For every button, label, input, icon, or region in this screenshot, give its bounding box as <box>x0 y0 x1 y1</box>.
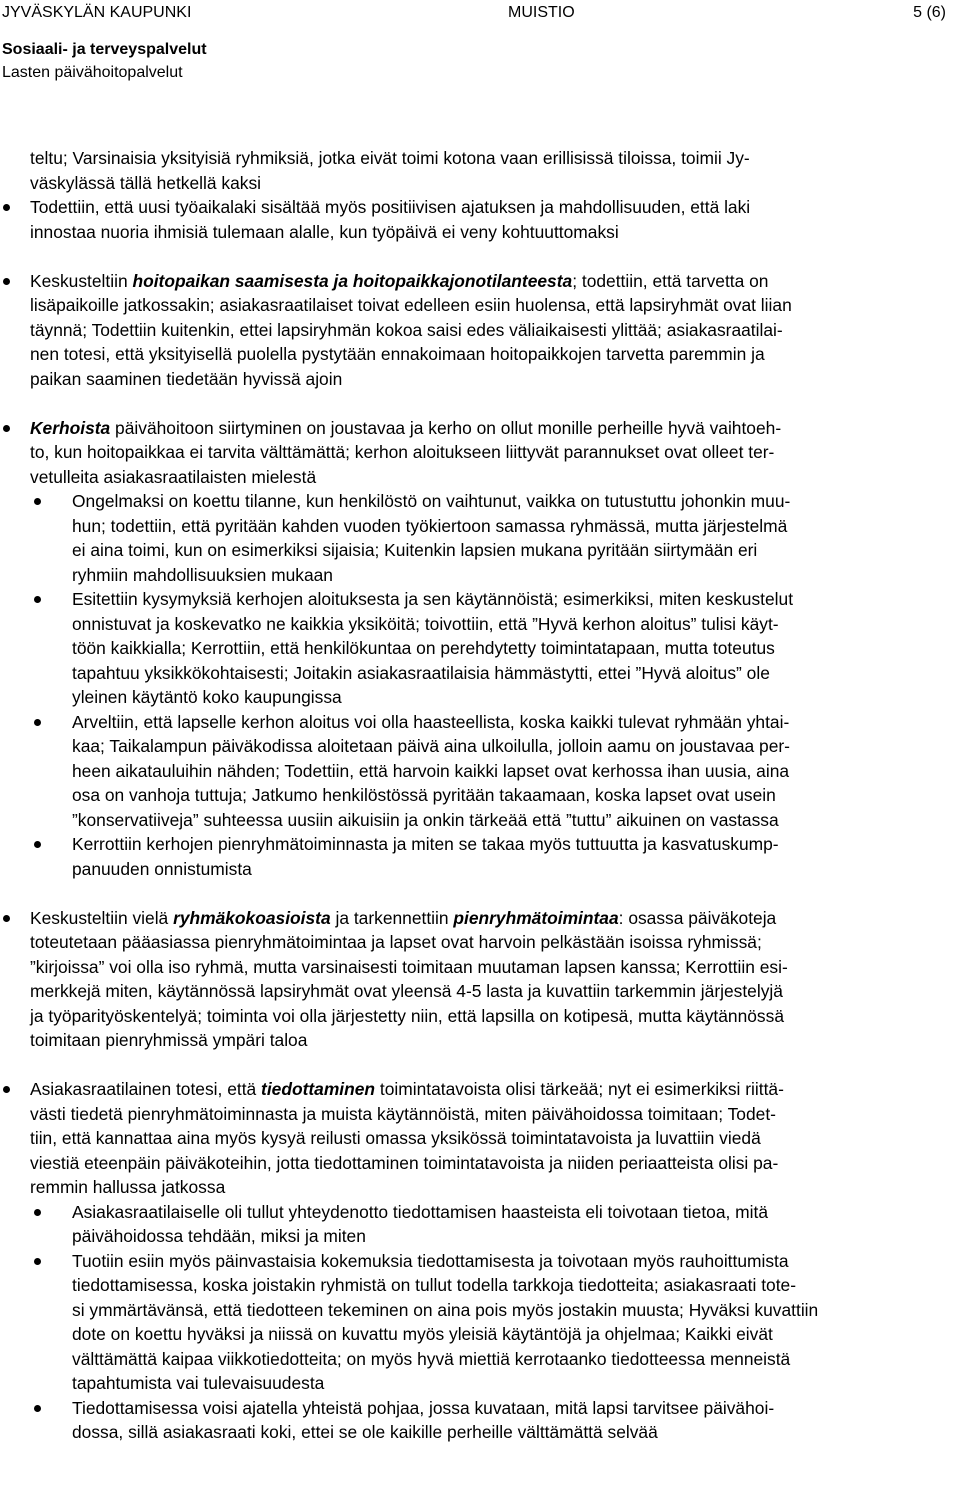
text-line: töön kaikkialla; Kerrottiin, että henkilökuntaa on perehdytetty toimintatapaan, mutta toteutus <box>72 638 775 658</box>
text-line: väskylässä tällä hetkellä kaksi <box>30 172 262 193</box>
text-line: ryhmiin mahdollisuuksien mukaan <box>72 564 333 585</box>
text-line: Todettiin, että uusi työaikalaki sisältää myös positiivisen ajatuksen ja mahdollisuuden, että laki <box>30 197 751 217</box>
emphasis-text: tiedottaminen <box>261 1079 376 1099</box>
text-line: kaa; Taikalampun päiväkodissa aloitetaan päivä aina ulkoilulla, jolloin aamu on joustavaa per- <box>72 736 790 756</box>
bullet-icon <box>3 278 10 285</box>
organization-name: JYVÄSKYLÄN KAUPUNKI <box>2 4 192 21</box>
text-line <box>30 1077 952 1102</box>
bullet-icon <box>34 1209 41 1216</box>
text-line: tiin, että kannattaa aina myös kysyä reilusti omassa yksikössä toimintatavoista ja luvattiin viedä <box>30 1128 761 1148</box>
text-line: viestiä eteenpäin päiväkoteihin, jotta tiedottaminen toimintatavoista ja niiden periaatteista olisi pa- <box>30 1152 779 1173</box>
text-line: paikan saaminen tiedetään hyvissä ajoin <box>30 368 343 389</box>
text-line: lisäpaikoille jatkossakin; asiakasraatilaiset toivat edelleen esiin huolensa, että lapsiryhmät ovat liian <box>30 295 792 315</box>
paragraph-continuation <box>0 146 960 195</box>
text-line: ”konservatiiveja” suhteessa uusiin aikuisiin ja onkin tärkeää että ”tuttu” aikuinen on vastassa <box>72 809 779 830</box>
text-line: tiedottamisessa, koska joistakin ryhmistä on tullut todella tarkkoja tiedotteita; asiakasraati tote- <box>72 1275 796 1295</box>
text-line: välttämättä kaipaa viikkotiedotteita; on myös hyvä miettiä kerrotaanko tiedotteessa menneistä <box>72 1348 791 1369</box>
text-run: toimintatavoista olisi tärkeää; nyt ei esimerkiksi riittä- <box>375 1079 784 1099</box>
bullet-item <box>0 416 960 490</box>
page-number: 5 (6) <box>913 4 946 21</box>
sub-bullet-item <box>0 710 960 833</box>
text-line: dote on koettu hyväksi ja niissä on kuvattu myös yleisiä käytäntöjä ja ohjelmaa; Kaikki eivät <box>72 1324 773 1344</box>
text-line: ”kirjoissa” voi olla iso ryhmä, mutta varsinaisesti toimitaan muutaman lapsen kanssa; Kerrottiin esi- <box>30 956 788 977</box>
text-line: innostaa nuoria ihmisiä tulemaan alalle, kun työpäivä ei veny kohtuuttomaksi <box>30 221 619 242</box>
bullet-item <box>0 195 960 244</box>
text-line: nen totesi, että yksityisellä puolella pystytään ennakoimaan hoitopaikkojen tarvetta paremmin ja <box>30 344 765 364</box>
text-run: Keskusteltiin <box>30 270 133 291</box>
sub-bullet-item <box>0 587 960 710</box>
text-line: toimitaan pienryhmissä ympäri taloa <box>30 1030 308 1050</box>
bullet-icon <box>34 841 41 848</box>
bullet-icon <box>3 915 10 922</box>
text-line: toteutetaan pääasiassa pienryhmätoimintaa ja lapset ovat harvoin pelkästään isoissa ryhmissä; <box>30 932 762 952</box>
sub-bullet-item <box>0 1249 960 1396</box>
bullet-icon <box>34 1258 41 1265</box>
text-line: teltu; Varsinaisia yksityisiä ryhmiksiä, jotka eivät toimi kotona vaan erillisissä tiloissa, toimii Jy- <box>30 148 750 168</box>
text-line <box>30 416 952 441</box>
text-run: Asiakasraatilainen totesi, että <box>30 1079 262 1099</box>
text-line: remmin hallussa jatkossa <box>30 1177 226 1197</box>
sub-bullet-item <box>0 832 960 881</box>
text-line: yleinen käytäntö koko kaupungissa <box>72 687 342 707</box>
text-line: Kerrottiin kerhojen pienryhmätoiminnasta ja miten se takaa myös tuttuutta ja kasvatuskump- <box>72 834 779 854</box>
emphasis-text: hoitopaikan saamisesta ja hoitopaikkajonotilanteesta <box>132 270 573 291</box>
bullet-item <box>0 1077 960 1200</box>
text-line: Ongelmaksi on koettu tilanne, kun henkilöstö on vaihtunut, vaikka on tutustuttu johonkin muu- <box>72 491 791 511</box>
bullet-icon <box>3 1086 10 1093</box>
text-line: täynnä; Todettiin kuitenkin, ettei lapsiryhmän kokoa saisi edes väliaikaisesti ylittää; asiakasraatilai- <box>30 319 783 340</box>
bullet-item <box>0 906 960 1053</box>
text-line: Arveltiin, että lapselle kerhon aloitus voi olla haasteellista, koska kaikki tulevat ryhmään yhtai- <box>72 711 790 732</box>
text-run: ; todettiin, että tarvetta on <box>572 270 769 291</box>
bullet-icon <box>34 596 41 603</box>
bullet-item <box>0 269 960 392</box>
bullet-icon <box>34 1405 41 1412</box>
emphasis-text: pienryhmätoimintaa <box>453 907 619 928</box>
text-line: panuuden onnistumista <box>72 858 252 879</box>
emphasis-text: ryhmäkokoasioista <box>173 907 331 928</box>
text-line <box>30 269 952 294</box>
text-line: tapahtuu yksikkökohtaisesti; Joitakin asiakasraatilaisia hämmästytti, ettei ”Hyvä aloitus” ole <box>72 662 770 683</box>
text-line: tapahtumista vai tulevaisuudesta <box>72 1373 325 1393</box>
page-header <box>0 0 960 81</box>
text-run: Keskusteltiin vielä <box>30 907 174 928</box>
bullet-icon <box>34 498 41 505</box>
text-run: : osassa päiväkoteja <box>618 907 777 928</box>
sub-bullet-item <box>0 489 960 587</box>
bullet-icon <box>3 425 10 432</box>
text-line: osa on vanhoja tuttuja; Jatkumo henkilöstössä pyritään takaamaan, koska lapset ovat usein <box>72 785 776 805</box>
department-name: Sosiaali- ja terveyspalvelut <box>2 41 207 58</box>
text-line: västi tiedetä pienryhmätoiminnasta ja muista käytännöistä, miten päivähoidossa toimitaan; Todet- <box>30 1103 776 1124</box>
unit-name: Lasten päivähoitopalvelut <box>2 64 183 81</box>
text-line: si ymmärtävänsä, että tiedotteen tekeminen on aina pois myös jostakin muusta; Hyväksi kuvattiin <box>72 1299 819 1320</box>
text-line: Esitettiin kysymyksiä kerhojen aloituksesta ja sen käytännöistä; esimerkiksi, miten keskustelut <box>72 589 794 609</box>
text-line: heen aikatauluihin nähden; Todettiin, että harvoin kaikki lapset ovat kerhossa ihan uusia, aina <box>72 760 790 781</box>
text-line: ja työparityöskentelyä; toiminta voi olla järjestetty niin, että lapsilla on kotipesä, mutta käytännössä <box>30 1005 784 1026</box>
sub-bullet-item <box>0 1200 960 1249</box>
text-line: onnistuvat ja koskevatko ne kaikkia yksiköitä; toivottiin, että ”Hyvä kerhon aloitus” tulisi käyt- <box>72 613 779 634</box>
text-line: Tuotiin esiin myös päinvastaisia kokemuksia tiedottamisesta ja toivotaan myös rauhoittumista <box>72 1250 789 1271</box>
bullet-icon <box>34 719 41 726</box>
text-line: hun; todettiin, että pyritään kahden vuoden työkiertoon samassa ryhmässä, mutta järjestelmä <box>72 515 788 536</box>
text-line: to, kun hoitopaikkaa ei tarvita välttämättä; kerhon aloitukseen liittyvät parannukset ovat olleet ter- <box>30 442 775 462</box>
text-line: Asiakasraatilaiselle oli tullut yhteydenotto tiedottamisen haasteista eli toivotaan tietoa, mitä <box>72 1201 769 1222</box>
text-line: vetulleita asiakasraatilaisten mielestä <box>30 466 317 487</box>
bullet-icon <box>3 204 10 211</box>
memo-body <box>0 146 960 1445</box>
emphasis-text: Kerhoista <box>30 417 111 438</box>
text-line: merkkejä miten, käytännössä lapsiryhmät ovat yleensä 4-5 lasta ja kuvattiin tarkemmin järjestelyjä <box>30 981 783 1001</box>
text-line <box>30 906 952 931</box>
text-line: dossa, sillä asiakasraati koki, ettei se ole kaikille perheille välttämättä selvää <box>72 1422 658 1442</box>
text-line: päivähoidossa tehdään, miksi ja miten <box>72 1226 366 1246</box>
text-run: päivähoitoon siirtyminen on joustavaa ja kerho on ollut monille perheille hyvä vaihtoeh- <box>110 417 782 438</box>
text-line: ei aina toimi, kun on esimerkiksi sijaisia; Kuitenkin lapsien mukana pyritään siirtymään eri <box>72 540 758 560</box>
sub-bullet-item <box>0 1396 960 1445</box>
text-line: Tiedottamisessa voisi ajatella yhteistä pohjaa, jossa kuvataan, mitä lapsi tarvitsee päivähoi- <box>72 1397 775 1418</box>
text-run: ja tarkennettiin <box>330 907 454 928</box>
document-type: MUISTIO <box>508 4 575 21</box>
